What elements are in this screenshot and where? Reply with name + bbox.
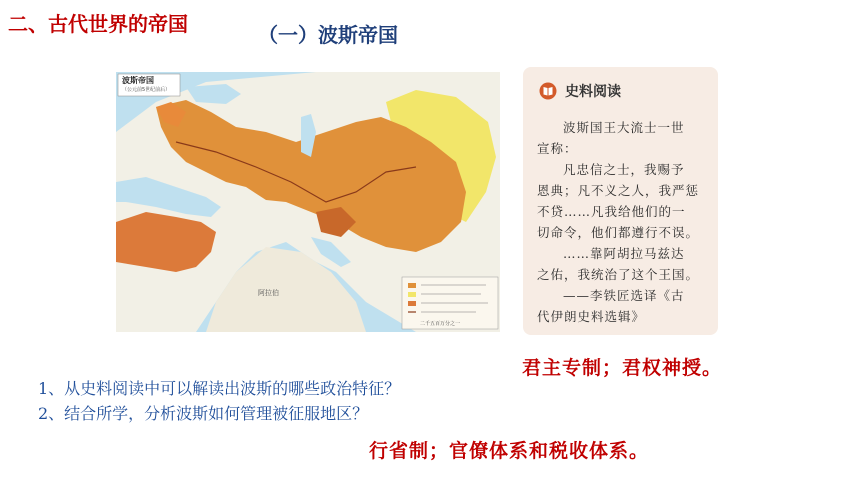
source-reading-card: [523, 67, 718, 335]
map-scale: 二千五百万分之一: [420, 321, 461, 327]
map-label-arabia: 阿拉伯: [258, 289, 279, 297]
card-line: 之佑，我统治了这个王国。: [537, 267, 700, 282]
answer-2: 行省制；官僚体系和税收体系。: [369, 440, 650, 462]
card-header: [539, 81, 621, 101]
answer-1: 君主专制；君权神授。: [522, 357, 723, 379]
question-1: 1、从史料阅读中可以解读出波斯的哪些政治特征？: [38, 379, 401, 398]
card-line: 恩典；凡不义之人，我严惩: [537, 183, 700, 198]
card-line: 凡忠信之士，我赐予: [563, 162, 685, 177]
card-body: [537, 117, 715, 327]
persian-empire-map: [116, 72, 500, 332]
card-line: 宣称：: [537, 141, 578, 156]
card-line: ……靠阿胡拉马兹达: [563, 246, 685, 261]
question-2: 2、结合所学，分析波斯如何管理被征服地区？: [38, 404, 369, 423]
card-line: 代伊朗史料选辑》: [537, 309, 646, 324]
card-line: ——李铁匠选译《古: [563, 288, 685, 303]
card-line: 波斯国王大流士一世: [563, 120, 685, 135]
section-title: 二、古代世界的帝国: [8, 12, 188, 36]
map-title: 波斯帝国: [122, 76, 154, 85]
page-subtitle: （一）波斯帝国: [258, 23, 398, 47]
map-period: （公元前5世纪前后）: [122, 87, 171, 93]
card-line: 切命令，他们都遵行不误。: [537, 225, 700, 240]
book-icon: [539, 82, 557, 100]
card-title: 史料阅读: [565, 84, 621, 100]
card-line: 不贷……凡我给他们的一: [537, 204, 686, 219]
